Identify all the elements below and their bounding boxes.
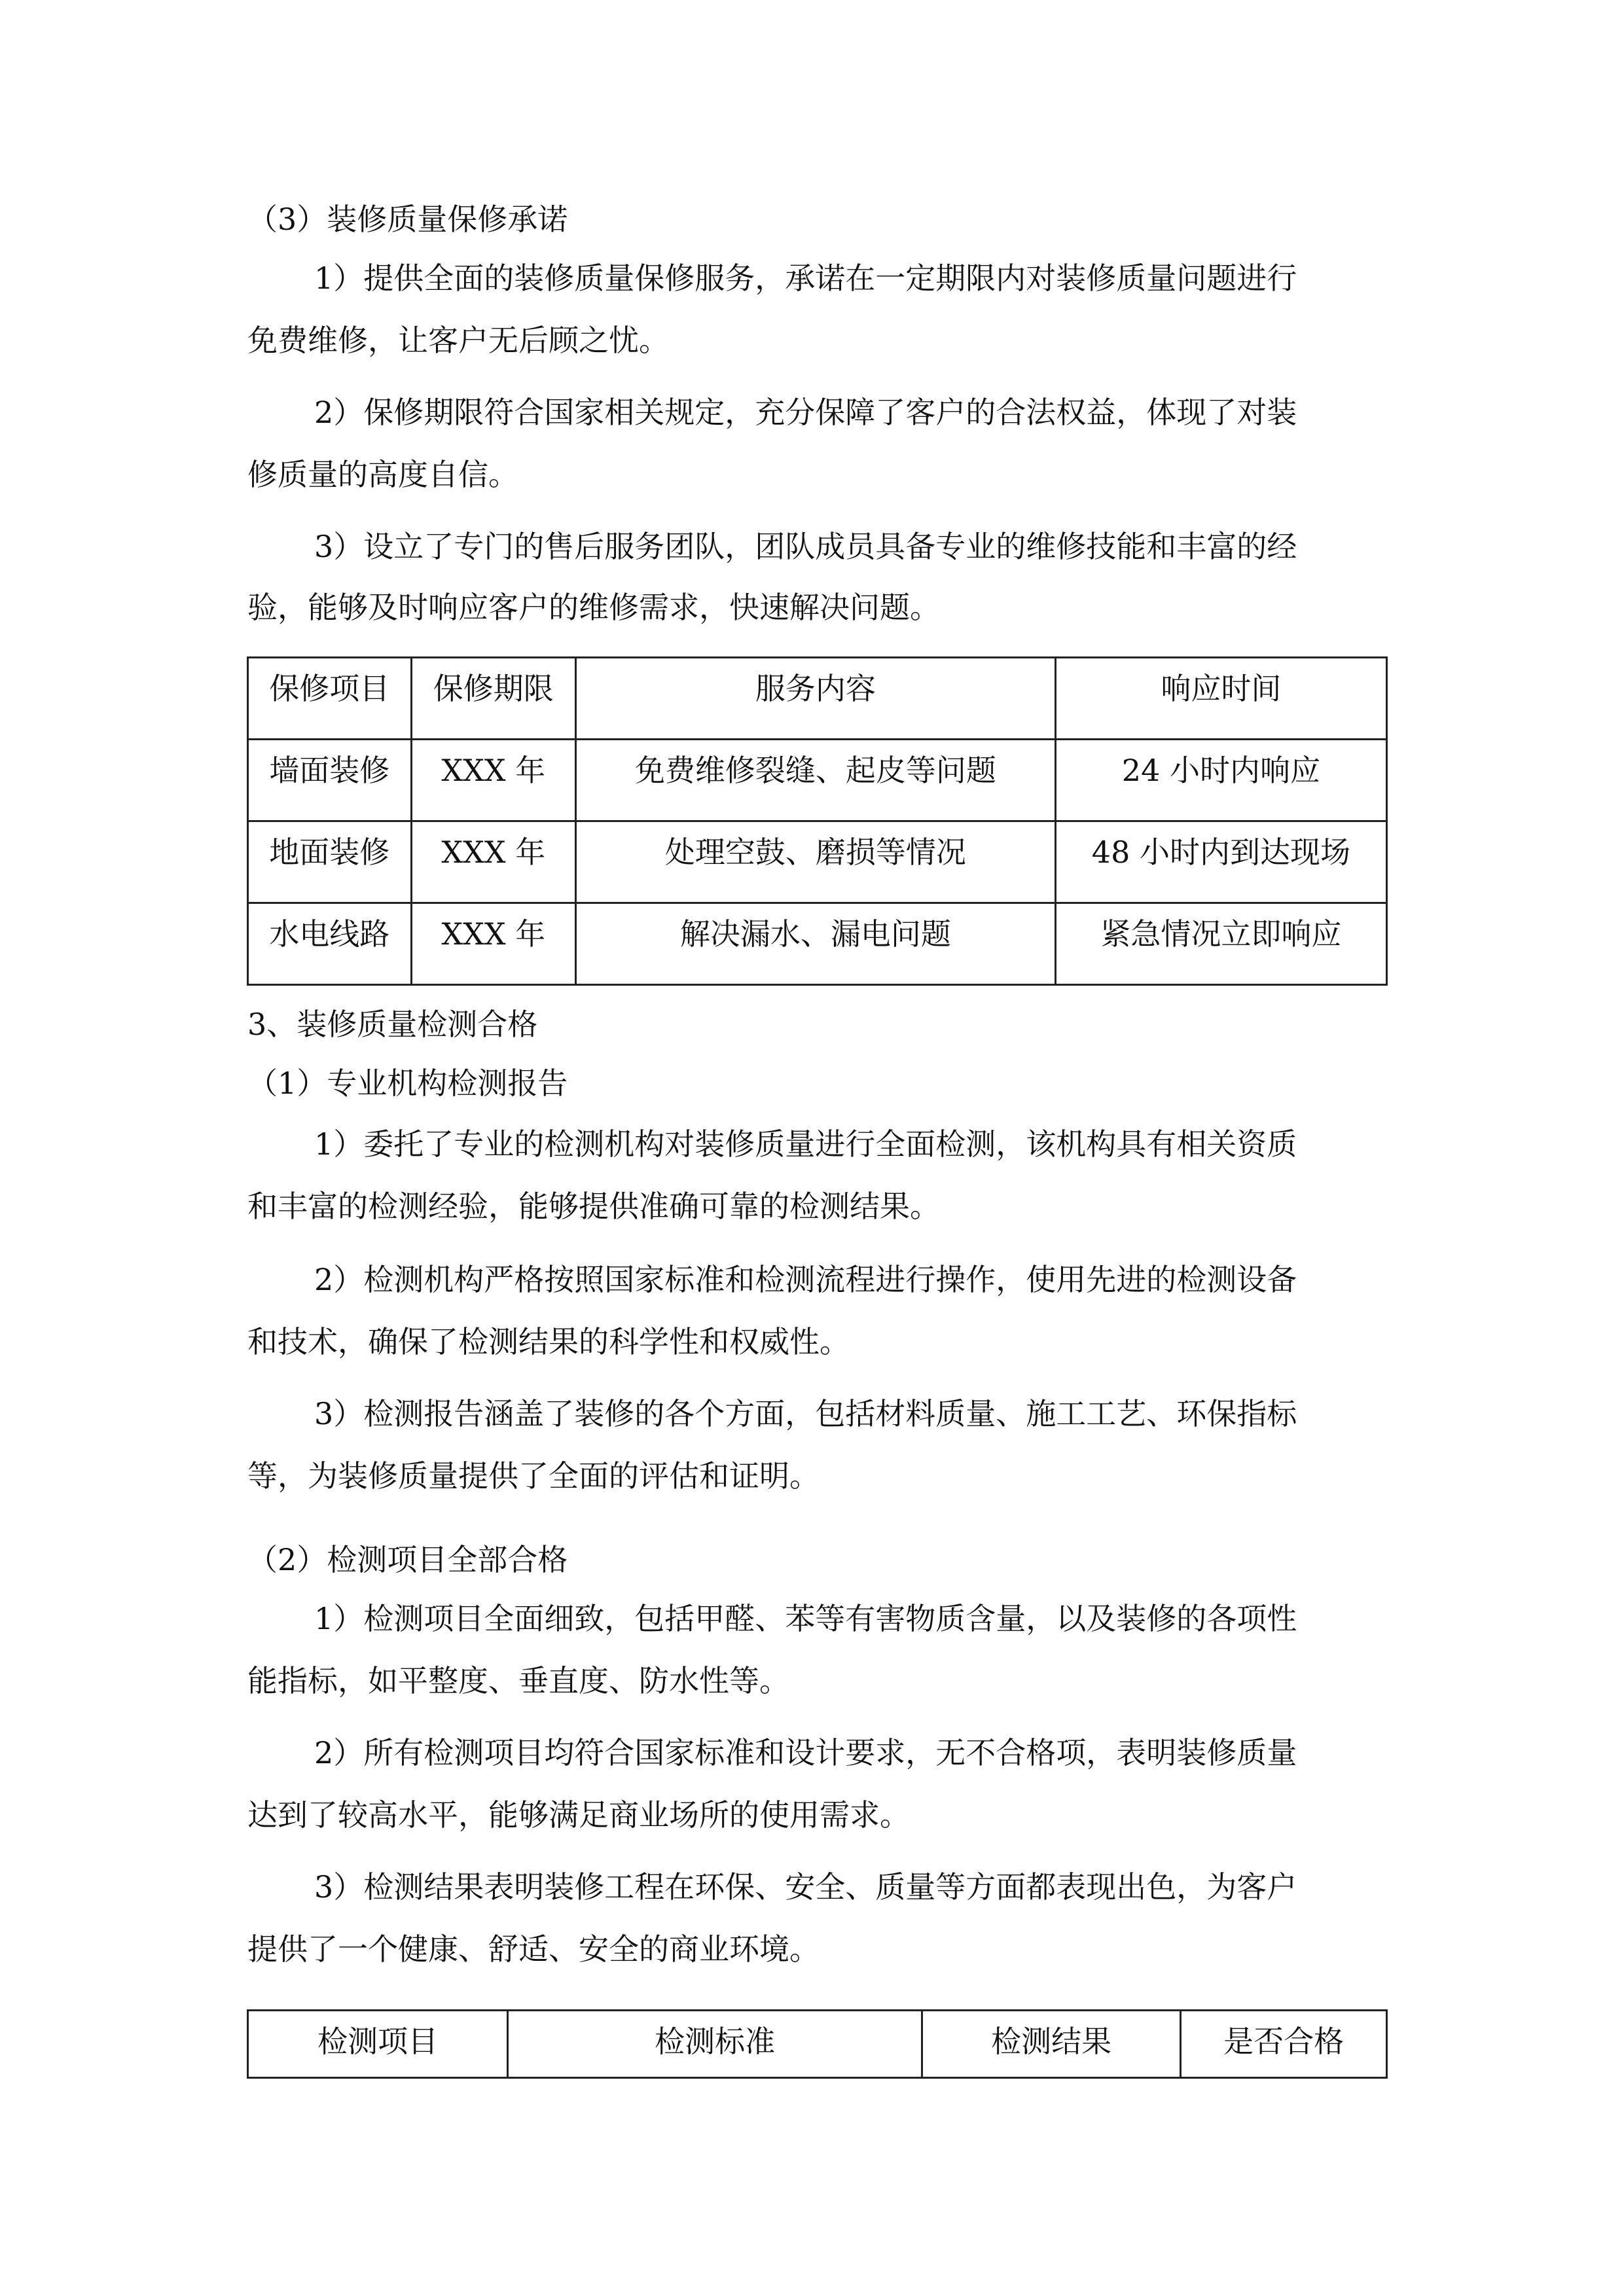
table-header-cell: 服务内容 [576, 658, 1056, 740]
paragraph-line: 3）检测结果表明装修工程在环保、安全、质量等方面都表现出色，为客户 [314, 1869, 1297, 1905]
paragraph-line: 1）提供全面的装修质量保修服务，承诺在一定期限内对装修质量问题进行 [314, 260, 1297, 296]
paragraph-line: 提供了一个健康、舒适、安全的商业环境。 [247, 1931, 820, 1967]
table-cell: XXX 年 [411, 903, 576, 985]
paragraph-line: 修质量的高度自信。 [247, 457, 518, 492]
table-header-cell: 保修期限 [411, 658, 576, 740]
table-header-cell: 检测标准 [508, 2011, 922, 2078]
inspection-sub2-heading: （2）检测项目全部合格 [247, 1542, 568, 1577]
table-cell: XXX 年 [411, 821, 576, 903]
table-header-cell: 是否合格 [1181, 2011, 1387, 2078]
warranty-table [247, 656, 1388, 986]
table-cell: 免费维修裂缝、起皮等问题 [576, 740, 1056, 821]
paragraph-line: 2）检测机构严格按照国家标准和检测流程进行操作，使用先进的检测设备 [314, 1262, 1297, 1297]
table-row [248, 740, 1387, 821]
table-header-row [248, 658, 1387, 740]
paragraph-line: 3）检测报告涵盖了装修的各个方面，包括材料质量、施工工艺、环保指标 [314, 1396, 1297, 1431]
table-cell: 处理空鼓、磨损等情况 [576, 821, 1056, 903]
inspection-sub1-heading: （1）专业机构检测报告 [247, 1066, 568, 1101]
paragraph-line: 达到了较高水平，能够满足商业场所的使用需求。 [247, 1797, 910, 1833]
table-header-row [248, 2011, 1387, 2078]
inspection-title: 3、装修质量检测合格 [247, 1007, 538, 1042]
paragraph-line: 3）设立了专门的售后服务团队，团队成员具备专业的维修技能和丰富的经 [314, 529, 1297, 564]
table-row [248, 903, 1387, 985]
table-cell: 紧急情况立即响应 [1055, 903, 1386, 985]
table-cell: XXX 年 [411, 740, 576, 821]
table-cell: 24 小时内响应 [1055, 740, 1386, 821]
paragraph-line: 2）所有检测项目均符合国家标准和设计要求，无不合格项，表明装修质量 [314, 1735, 1297, 1770]
table-cell: 48 小时内到达现场 [1055, 821, 1386, 903]
paragraph-line: 1）委托了专业的检测机构对装修质量进行全面检测，该机构具有相关资质 [314, 1126, 1297, 1162]
table-header-cell: 保修项目 [248, 658, 412, 740]
table-cell: 解决漏水、漏电问题 [576, 903, 1056, 985]
paragraph-line: 免费维修，让客户无后顾之忧。 [247, 323, 669, 358]
table-header-cell: 检测结果 [922, 2011, 1181, 2078]
table-row [248, 821, 1387, 903]
inspection-table [247, 2009, 1388, 2079]
paragraph-line: 验，能够及时响应客户的维修需求，快速解决问题。 [247, 590, 940, 625]
paragraph-line: 和丰富的检测经验，能够提供准确可靠的检测结果。 [247, 1189, 940, 1224]
paragraph-line: 等，为装修质量提供了全面的评估和证明。 [247, 1458, 820, 1494]
table-header-cell: 响应时间 [1055, 658, 1386, 740]
table-cell: 地面装修 [248, 821, 412, 903]
paragraph-line: 和技术，确保了检测结果的科学性和权威性。 [247, 1324, 850, 1359]
table-header-cell: 检测项目 [248, 2011, 508, 2078]
table-cell: 墙面装修 [248, 740, 412, 821]
paragraph-line: 2）保修期限符合国家相关规定，充分保障了客户的合法权益，体现了对装 [314, 395, 1297, 430]
paragraph-line: 能指标，如平整度、垂直度、防水性等。 [247, 1663, 789, 1698]
paragraph-line: 1）检测项目全面细致，包括甲醛、苯等有害物质含量，以及装修的各项性 [314, 1601, 1297, 1636]
warranty-heading: （3）装修质量保修承诺 [247, 202, 568, 237]
table-cell: 水电线路 [248, 903, 412, 985]
